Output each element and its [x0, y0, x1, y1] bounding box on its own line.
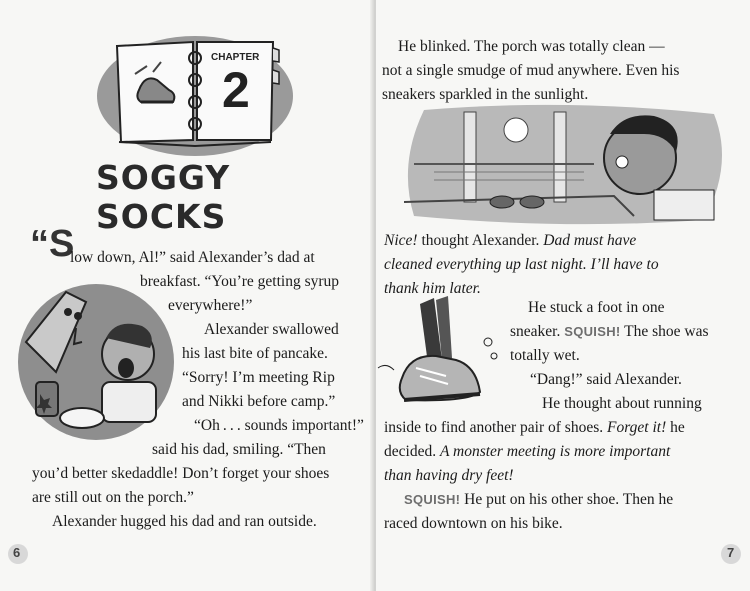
- thought-said: thought Alexander.: [417, 232, 544, 249]
- text-fragment: he: [666, 419, 685, 436]
- text-line: Alexander swallowed: [204, 321, 339, 338]
- text-line: raced downtown on his bike.: [384, 515, 563, 532]
- text-line: He thought about running: [542, 395, 702, 412]
- breakfast-illustration: [16, 282, 176, 442]
- text-line: sneakers sparkled in the sunlight.: [382, 86, 589, 103]
- page-number: 7: [727, 545, 735, 560]
- text-fragment: inside to find another pair of shoes.: [384, 419, 607, 436]
- thought-nice: Nice!: [384, 232, 418, 249]
- right-page: [376, 0, 750, 591]
- thought-dad: Dad must have: [543, 232, 637, 249]
- text-fragment: decided.: [384, 443, 440, 460]
- text-line: He stuck a foot in one: [528, 299, 665, 316]
- squish-sound: SQUISH!: [404, 492, 461, 507]
- text-fragment: He put on his other shoe. Then he: [460, 491, 674, 508]
- text-line: He blinked. The porch was totally clean —: [398, 38, 665, 55]
- text-line: and Nikki before camp.”: [182, 393, 336, 410]
- text-line: not a single smudge of mud anywhere. Even his: [382, 62, 680, 79]
- text-line: than having dry feet!: [384, 467, 514, 484]
- squish-line: [404, 488, 673, 511]
- text-fragment: A monster meeting is more important: [439, 443, 671, 460]
- text-line: low down, Al!” said Alexander’s dad at: [70, 249, 315, 266]
- porch-illustration: [404, 104, 730, 226]
- chapter-book-illustration: [95, 28, 295, 158]
- text-fragment: sneaker.: [510, 323, 565, 340]
- text-line: you’d better skedaddle! Don’t forget your shoes: [32, 465, 330, 482]
- text-line: [384, 416, 685, 439]
- text-line: said his dad, smiling. “Then: [152, 441, 326, 458]
- text-line: [384, 440, 670, 463]
- text-line: Alexander hugged his dad and ran outside.: [52, 513, 317, 530]
- thought-line: thank him later.: [384, 280, 481, 297]
- drop-cap: “S: [30, 223, 75, 265]
- text-line: breakfast. “You’re getting syrup: [140, 273, 340, 290]
- chapter-title: SOGGY SOCKS: [96, 158, 231, 236]
- text-line: “Dang!” said Alexander.: [530, 371, 682, 388]
- text-line: “Oh . . . sounds important!”: [194, 417, 364, 434]
- text-line: totally wet.: [510, 347, 580, 364]
- wet-sneaker-illustration: [376, 296, 506, 424]
- text-fragment: The shoe was: [620, 323, 709, 340]
- page-number: 6: [13, 545, 21, 560]
- text-line: “Sorry! I’m meeting Rip: [182, 369, 335, 386]
- thought-line: cleaned everything up last night. I’ll have to: [384, 256, 659, 273]
- squish-line: [510, 320, 708, 343]
- chapter-label: CHAPTER: [211, 52, 260, 63]
- text-line: are still out on the porch.”: [32, 489, 194, 506]
- text-line: his last bite of pancake.: [182, 345, 328, 362]
- squish-sound: SQUISH!: [564, 324, 621, 339]
- text-fragment: Forget it!: [606, 419, 667, 436]
- thought-line: [384, 229, 636, 252]
- chapter-number: 2: [222, 62, 250, 118]
- left-page: [0, 0, 373, 591]
- text-line: everywhere!”: [168, 297, 253, 314]
